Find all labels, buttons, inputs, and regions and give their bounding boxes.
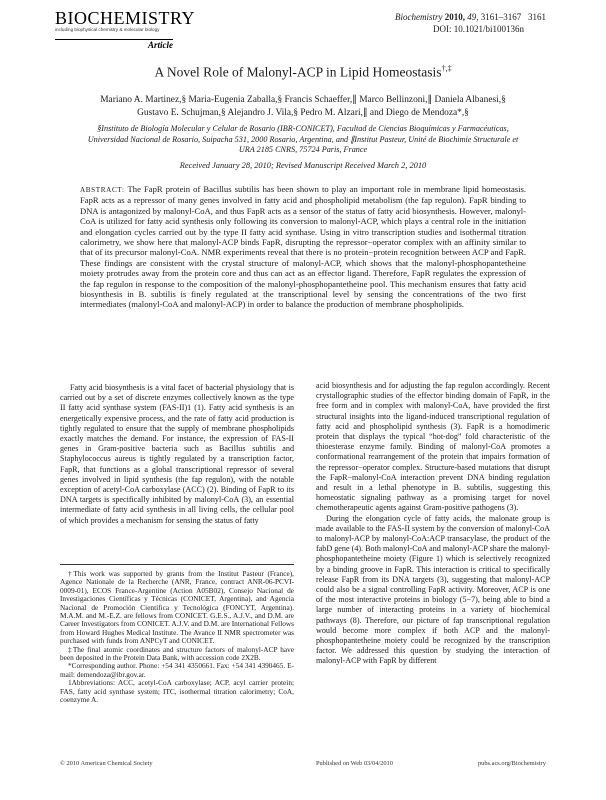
footnote-funding: †This work was supported by grants from the Institut Pasteur (France), Agence Nationale de la Recherche (ANR, France, contract ANR-06-PCVI-0009-01), ECOS France-Argentine (Action A05B02), Consejo Nacional de Investigaciones Científicas y Técnicas (CONICET, Argentina), and Agencia Nacional de Promoción Científica y Tecnológica (FONCYT, Argentina). M.A.M. and M.-E.Z. are fellows from CONICET. G.E.S., A.J.V., and D.M. are Career Investigators from CONICET. A.J.V. and D.M. are International Fellows from Howard Hughes Medical Institute. The Avance II NMR spectrometer was purchased with funds from ANPCyT and CONICET.: [60, 569, 294, 646]
footnote-corresponding: *Corresponding author. Phone: +54 341 4350661. Fax: +54 341 4390465. E-mail: demendoza@ibr.gov.ar.: [60, 661, 294, 679]
affiliations: [48, 124, 558, 156]
authors-line-2: Gustavo E. Schujman,§ Alejandro J. Vila,§ Pedro M. Alzari,∥ and Diego de Mendoza*,§: [137, 108, 469, 118]
doi-link[interactable]: DOI: 10.1021/bi100136n: [433, 23, 524, 34]
abstract-label: ABSTRACT:: [80, 186, 125, 194]
journal-pages: 3161–3167: [480, 12, 522, 22]
article-title: [0, 64, 606, 81]
journal-url[interactable]: pubs.acs.org/Biochemistry: [477, 760, 546, 767]
affiliation-line-1: §Instituto de Biología Molecular y Celular de Rosario (IBR-CONICET), Facultad de Ciencias Bioquímicas y Farmacéuticas,: [97, 124, 509, 133]
copyright: © 2010 American Chemical Society: [60, 760, 153, 767]
title-text: A Novel Role of Malonyl-ACP in Lipid Homeostasis: [154, 64, 442, 80]
journal-name: Biochemistry: [395, 12, 443, 22]
abstract-text: The FapR protein of Bacillus subtilis has been shown to play an important role in membrane lipid homeostasis. FapR acts as a repressor of many genes involved in fatty acid and phospholipid metabolism (the fap regulon). FapR binding to DNA is antagonized by malonyl-CoA, and thus FapR acts as a sensor of the status of fatty acid biosynthesis. However, malonyl-CoA is utilized for fatty acid synthesis only following its conversion to malonyl-ACP, which plays a central role in the initiation and elongation cycles carried out by the type II fatty acid synthase. Using in vitro transcription studies and isothermal titration calorimetry, we show here that malonyl-ACP binds FapR, disrupting the repressor−operator complex with an affinity similar to that of its precursor malonyl-CoA. NMR experiments reveal that there is no protein−protein recognition between ACP and FapR. These findings are consistent with the crystal structure of malonyl-ACP, which shows that the malonyl-phosphopantetheine moiety protrudes away from the protein core and thus can act as an effector ligand. Therefore, FapR regulates the expression of the fap regulon in response to the composition of the malonyl-phosphopantetheine pool. This mechanism ensures that fatty acid biosynthesis in B. subtilis is finely regulated at the transcriptional level by sensing the concentrations of the two first intermediates (malonyl-CoA and malonyl-ACP) in order to balance the production of membrane phospholipids.: [80, 184, 527, 310]
citation-block: [395, 12, 546, 35]
authors-line-1: Mariano A. Martinez,§ Maria-Eugenia Zaballa,§ Francis Schaeffer,∥ Marco Bellinzoni,∥ Daniela Albanesi,§: [100, 95, 506, 105]
received-dates: Received January 28, 2010; Revised Manuscript Received March 2, 2010: [179, 161, 427, 170]
journal-volume: 49,: [467, 12, 479, 22]
author-list: [50, 94, 556, 120]
logo-wordmark: BIOCHEMISTRY: [55, 8, 196, 28]
section-label: Article: [148, 40, 173, 50]
body-paragraph: Fatty acid biosynthesis is a vital facet of bacterial physiology that is carried out by a set of discrete enzymes collectively known as the type II fatty acid synthase system (FAS-II)1 (1). Fatty acid synthesis is an energetically expensive process, and the rate of fatty acid production is tightly regulated to ensure that the supply of membrane phospholipids exactly matches the demand. For instance, the expression of FAS-II genes in Gram-positive bacteria such as Bacillus subtilis and Staphylococcus aureus is tightly regulated by a transcription factor, FapR, that functions as a global transcriptional repressor of several genes involved in lipid synthesis (the fap regulon), with the notable exception of acetyl-CoA carboxylase (ACC) (2). Binding of FapR to its DNA targets is specifically inhibited by malonyl-CoA (3), an essential intermediate of fatty acid synthesis in all living cells, the cellular pool of which provides a mechanism for sensing the status of fatty: [60, 383, 294, 525]
footnotes: [60, 570, 294, 705]
page-number: 3161: [528, 12, 546, 22]
title-footnote-marks: †,‡: [441, 64, 452, 73]
body-right-column: [316, 381, 550, 667]
footnote-abbreviations: 1Abbreviations: ACC, acetyl-CoA carboxylase; ACP, acyl carrier protein; FAS, fatty acid synthase system; ITC, isothermal titration calorimetry; CoA, coenzyme A.: [60, 678, 294, 705]
body-paragraph: During the elongation cycle of fatty acids, the malonate group is made available to the FAS-II system by the conversion of malonyl-CoA to malonyl-ACP by malonyl-CoA:ACP transacylase, the product of the fabD gene (4). Both malonyl-CoA and malonyl-ACP share the malonyl-phosphopantetheine moiety (Figure 1) which is selectively recognized by a binding groove in FapR. This interaction is critical to specifically release FapR from its DNA targets (3), suggesting that malonyl-ACP could also be a signal controlling FapR activity. Moreover, ACP is one of the most interactive proteins in biology (5−7), being able to bind a large number of interacting proteins in a variety of biochemical pathways (8). Therefore, our picture of fap transcriptional regulation would become more complex if both ACP and the malonyl-phosphopantetheine moiety could be recognized by the transcription factor. We addressed this question by studying the interaction of malonyl-ACP with FapR by different: [316, 513, 550, 666]
logo-tagline: including biophysical chemistry & molecular biology: [55, 27, 160, 32]
body-paragraph: acid biosynthesis and for adjusting the fap regulon accordingly. Recent crystallographic studies of the effector binding domain of FapR, in the free form and in complex with malonyl-CoA, have provided the first structural insights into the ligand-induced transcriptional regulation of fatty acid and phospholipid synthesis (3). FapR is a homodimeric protein that displays the typical “hot-dog” fold characteristic of the thioesterase enzyme family. Binding of malonyl-CoA promotes a conformational rearrangement of the protein that impairs formation of the repressor−operator complex. Structure-based mutations that disrupt the FapR−malonyl-CoA interaction prevent DNA binding regulation and result in a lethal phenotype in B. subtilis, suggesting this homeostatic signaling pathway as a promising target for novel chemotherapeutic agents against Gram-positive pathogens (3).: [316, 381, 550, 513]
footnote-divider: [60, 564, 294, 565]
body-left-column: [60, 383, 294, 526]
journal-logo: [55, 8, 196, 50]
abstract: [80, 184, 526, 310]
footnote-pdb: ‡The final atomic coordinates and structure factors of malonyl-ACP have been deposited in the Protein Data Bank, with accession code 2X2B.: [60, 644, 294, 663]
affiliation-line-2: Universidad Nacional de Rosario, Suipacha 531, 2000 Rosario, Argentina, and ∥Institut Pasteur, Unité de Biochimie Structurale et: [87, 134, 519, 144]
journal-year: 2010,: [444, 12, 465, 22]
published-date: Published on Web 03/04/2010: [316, 760, 393, 767]
affiliation-line-3: URA 2185 CNRS, 75724 Paris, France: [238, 145, 368, 155]
